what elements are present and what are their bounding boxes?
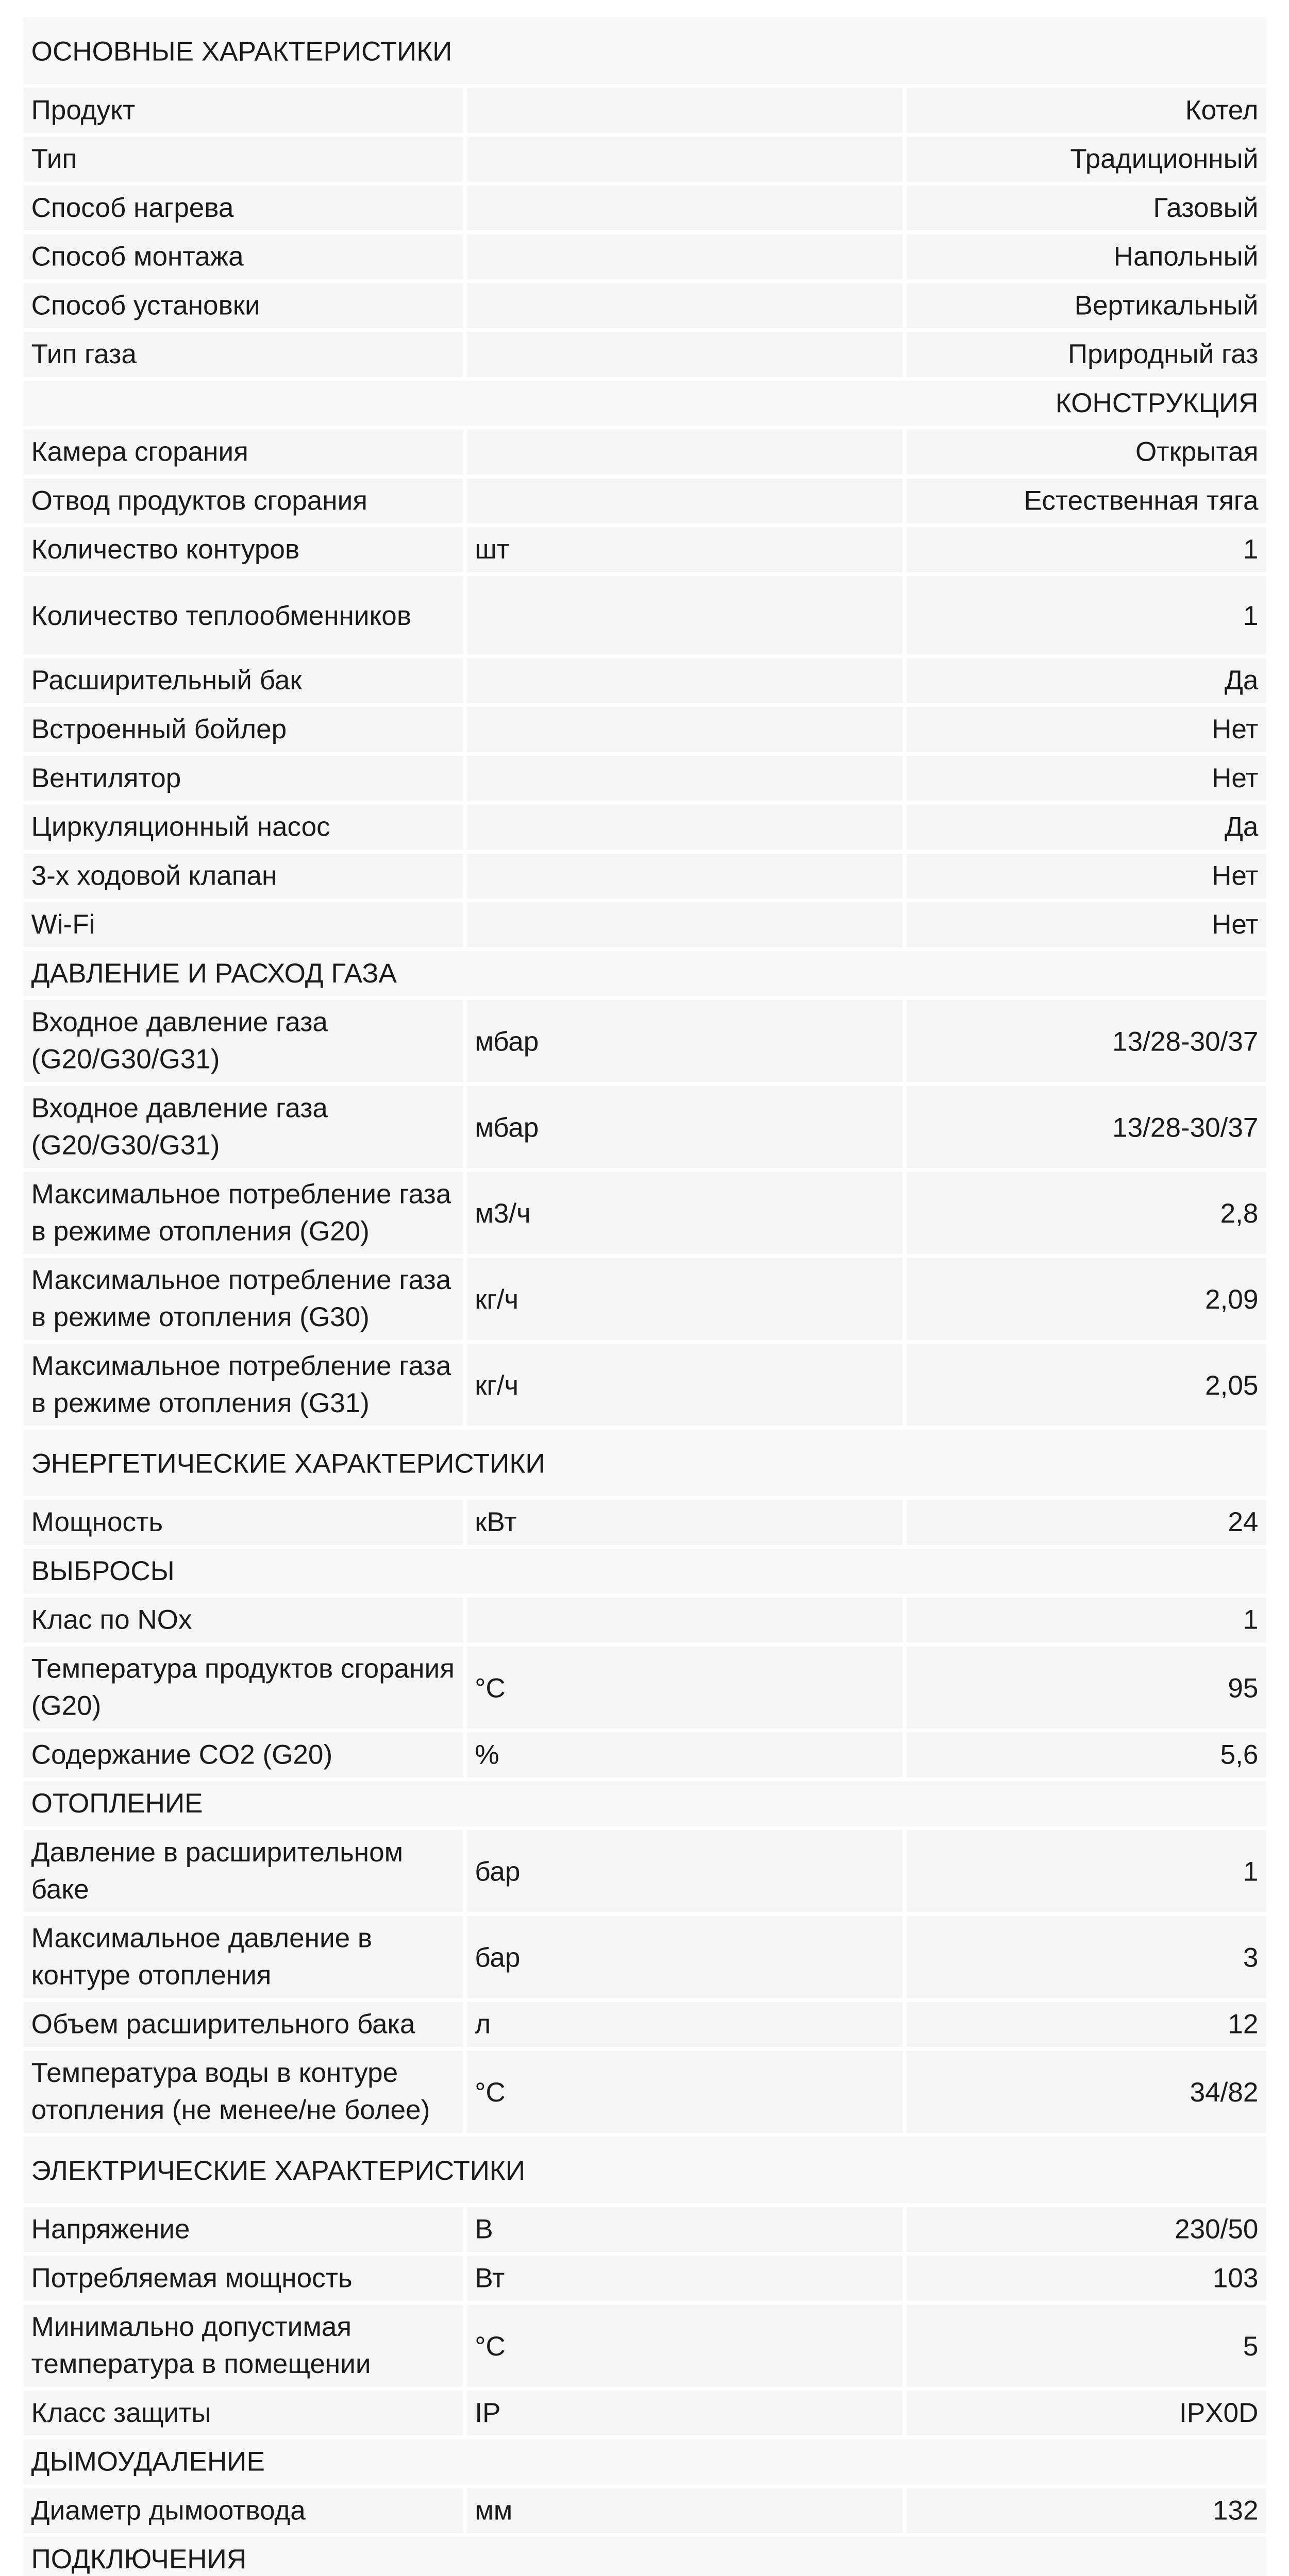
spec-table-body bbox=[23, 18, 1266, 2576]
spec-value: 1 bbox=[907, 1830, 1266, 1912]
spec-value: Нет bbox=[907, 707, 1266, 752]
spec-name: Входное давление газа (G20/G30/G31) bbox=[23, 1000, 467, 1082]
spec-value: Да bbox=[907, 805, 1266, 850]
section-header bbox=[23, 18, 1266, 84]
spec-unit bbox=[467, 658, 907, 703]
spec-unit bbox=[467, 137, 907, 181]
spec-unit: л bbox=[467, 2002, 907, 2047]
spec-name: Количество теплообменников bbox=[23, 576, 467, 654]
spec-unit: % bbox=[467, 1733, 907, 1777]
spec-name: Максимальное потребление газа в режиме отопления (G30) bbox=[23, 1258, 467, 1340]
section-title: ЭНЕРГЕТИЧЕСКИЕ ХАРАКТЕРИСТИКИ bbox=[23, 1430, 1266, 1496]
spec-row bbox=[23, 1647, 1266, 1728]
spec-name: Содержание CO2 (G20) bbox=[23, 1733, 467, 1777]
section-title: КОНСТРУКЦИЯ bbox=[23, 381, 1266, 426]
spec-name: Давление в расширительном баке bbox=[23, 1830, 467, 1912]
spec-name: Wi-Fi bbox=[23, 902, 467, 947]
section-title: ПОДКЛЮЧЕНИЯ bbox=[23, 2537, 1266, 2576]
spec-name: Температура воды в контуре отопления (не менее/не более) bbox=[23, 2051, 467, 2133]
spec-value: 12 bbox=[907, 2002, 1266, 2047]
spec-name: Клас по NOx bbox=[23, 1598, 467, 1642]
spec-value: 2,05 bbox=[907, 1344, 1266, 1426]
spec-name: Способ нагрева bbox=[23, 185, 467, 230]
spec-unit bbox=[467, 805, 907, 850]
spec-row bbox=[23, 576, 1266, 654]
spec-name: Тип газа bbox=[23, 332, 467, 377]
section-title: ДАВЛЕНИЕ И РАСХОД ГАЗА bbox=[23, 951, 1266, 996]
spec-unit bbox=[467, 707, 907, 752]
section-header bbox=[23, 2537, 1266, 2576]
spec-value: Нет bbox=[907, 854, 1266, 899]
spec-name: Максимальное потребление газа в режиме отопления (G20) bbox=[23, 1172, 467, 1254]
spec-value: Традиционный bbox=[907, 137, 1266, 181]
spec-value: 13/28-30/37 bbox=[907, 1086, 1266, 1168]
spec-name: Класс защиты bbox=[23, 2391, 467, 2435]
spec-name: Отвод продуктов сгорания bbox=[23, 479, 467, 523]
spec-unit: Вт bbox=[467, 2256, 907, 2301]
spec-unit: °C bbox=[467, 1647, 907, 1728]
spec-value: 2,09 bbox=[907, 1258, 1266, 1340]
spec-value: 2,8 bbox=[907, 1172, 1266, 1254]
section-header bbox=[23, 951, 1266, 996]
spec-value: 1 bbox=[907, 1598, 1266, 1642]
spec-name: Расширительный бак bbox=[23, 658, 467, 703]
spec-row bbox=[23, 479, 1266, 523]
spec-value: 230/50 bbox=[907, 2207, 1266, 2252]
spec-name: Камера сгорания bbox=[23, 430, 467, 474]
spec-unit: мбар bbox=[467, 1000, 907, 1082]
spec-name: Диаметр дымоотвода bbox=[23, 2488, 467, 2533]
spec-row bbox=[23, 1598, 1266, 1642]
spec-row bbox=[23, 756, 1266, 801]
spec-row bbox=[23, 658, 1266, 703]
spec-value: 1 bbox=[907, 576, 1266, 654]
spec-value: Природный газ bbox=[907, 332, 1266, 377]
spec-row bbox=[23, 1733, 1266, 1777]
spec-row bbox=[23, 234, 1266, 279]
spec-value: Открытая bbox=[907, 430, 1266, 474]
spec-row bbox=[23, 2002, 1266, 2047]
spec-unit: шт bbox=[467, 528, 907, 572]
spec-name: Максимальное потребление газа в режиме отопления (G31) bbox=[23, 1344, 467, 1426]
spec-value: IPX0D bbox=[907, 2391, 1266, 2435]
spec-name: Количество контуров bbox=[23, 528, 467, 572]
spec-value: 95 bbox=[907, 1647, 1266, 1728]
spec-unit: IP bbox=[467, 2391, 907, 2435]
spec-value: 5 bbox=[907, 2304, 1266, 2386]
spec-row bbox=[23, 854, 1266, 899]
spec-value: 1 bbox=[907, 528, 1266, 572]
section-title: ЭЛЕКТРИЧЕСКИЕ ХАРАКТЕРИСТИКИ bbox=[23, 2137, 1266, 2203]
spec-unit: В bbox=[467, 2207, 907, 2252]
spec-name: Способ установки bbox=[23, 283, 467, 328]
spec-row bbox=[23, 2051, 1266, 2133]
spec-name: Тип bbox=[23, 137, 467, 181]
spec-unit: м3/ч bbox=[467, 1172, 907, 1254]
spec-name: Продукт bbox=[23, 88, 467, 133]
spec-name: Мощность bbox=[23, 1500, 467, 1545]
spec-row bbox=[23, 528, 1266, 572]
spec-row bbox=[23, 1500, 1266, 1545]
spec-value: 5,6 bbox=[907, 1733, 1266, 1777]
spec-unit: бар bbox=[467, 1916, 907, 1998]
spec-unit: кг/ч bbox=[467, 1344, 907, 1426]
spec-unit bbox=[467, 576, 907, 654]
section-title: ДЫМОУДАЛЕНИЕ bbox=[23, 2439, 1266, 2484]
spec-unit bbox=[467, 185, 907, 230]
spec-row bbox=[23, 2488, 1266, 2533]
spec-name: Напряжение bbox=[23, 2207, 467, 2252]
spec-row bbox=[23, 283, 1266, 328]
spec-name: Минимально допустимая температура в помещении bbox=[23, 2304, 467, 2386]
spec-unit bbox=[467, 332, 907, 377]
spec-row bbox=[23, 707, 1266, 752]
spec-row bbox=[23, 1258, 1266, 1340]
spec-name: Объем расширительного бака bbox=[23, 2002, 467, 2047]
spec-name: Максимальное давление в контуре отопления bbox=[23, 1916, 467, 1998]
spec-unit bbox=[467, 1598, 907, 1642]
spec-value: 132 bbox=[907, 2488, 1266, 2533]
spec-row bbox=[23, 1344, 1266, 1426]
spec-name: Потребляемая мощность bbox=[23, 2256, 467, 2301]
spec-unit bbox=[467, 902, 907, 947]
spec-unit bbox=[467, 283, 907, 328]
spec-value: 103 bbox=[907, 2256, 1266, 2301]
spec-name: Вентилятор bbox=[23, 756, 467, 801]
spec-row bbox=[23, 2207, 1266, 2252]
section-title: ОСНОВНЫЕ ХАРАКТЕРИСТИКИ bbox=[23, 18, 1266, 84]
spec-row bbox=[23, 137, 1266, 181]
spec-value: Да bbox=[907, 658, 1266, 703]
spec-row bbox=[23, 1172, 1266, 1254]
spec-value: Котел bbox=[907, 88, 1266, 133]
spec-row bbox=[23, 805, 1266, 850]
spec-name: Способ монтажа bbox=[23, 234, 467, 279]
section-header bbox=[23, 2137, 1266, 2203]
spec-row bbox=[23, 1086, 1266, 1168]
section-header bbox=[23, 1430, 1266, 1496]
spec-unit bbox=[467, 88, 907, 133]
spec-row bbox=[23, 902, 1266, 947]
spec-name: Температура продуктов сгорания (G20) bbox=[23, 1647, 467, 1728]
spec-row bbox=[23, 88, 1266, 133]
spec-table bbox=[23, 14, 1266, 2576]
section-header bbox=[23, 1549, 1266, 1594]
spec-value: 24 bbox=[907, 1500, 1266, 1545]
spec-row bbox=[23, 1916, 1266, 1998]
spec-value: Напольный bbox=[907, 234, 1266, 279]
spec-value: 13/28-30/37 bbox=[907, 1000, 1266, 1082]
spec-name: Входное давление газа (G20/G30/G31) bbox=[23, 1086, 467, 1168]
spec-row bbox=[23, 332, 1266, 377]
section-title: ВЫБРОСЫ bbox=[23, 1549, 1266, 1594]
spec-value: Нет bbox=[907, 902, 1266, 947]
spec-value: Вертикальный bbox=[907, 283, 1266, 328]
spec-unit: мбар bbox=[467, 1086, 907, 1168]
spec-unit: мм bbox=[467, 2488, 907, 2533]
spec-value: Газовый bbox=[907, 185, 1266, 230]
section-title: ОТОПЛЕНИЕ bbox=[23, 1781, 1266, 1826]
spec-unit: бар bbox=[467, 1830, 907, 1912]
spec-row bbox=[23, 430, 1266, 474]
spec-row bbox=[23, 2391, 1266, 2435]
spec-value: 34/82 bbox=[907, 2051, 1266, 2133]
spec-name: Циркуляционный насос bbox=[23, 805, 467, 850]
spec-value: Естественная тяга bbox=[907, 479, 1266, 523]
spec-unit: °C bbox=[467, 2304, 907, 2386]
spec-value: Нет bbox=[907, 756, 1266, 801]
section-header bbox=[23, 2439, 1266, 2484]
spec-row bbox=[23, 1830, 1266, 1912]
spec-unit bbox=[467, 756, 907, 801]
spec-row bbox=[23, 2304, 1266, 2386]
spec-unit: °C bbox=[467, 2051, 907, 2133]
spec-unit: кВт bbox=[467, 1500, 907, 1545]
spec-unit bbox=[467, 854, 907, 899]
spec-name: 3-х ходовой клапан bbox=[23, 854, 467, 899]
spec-row bbox=[23, 2256, 1266, 2301]
spec-unit bbox=[467, 430, 907, 474]
spec-unit bbox=[467, 479, 907, 523]
spec-row bbox=[23, 1000, 1266, 1082]
section-header bbox=[23, 1781, 1266, 1826]
spec-value: 3 bbox=[907, 1916, 1266, 1998]
spec-unit bbox=[467, 234, 907, 279]
spec-row bbox=[23, 185, 1266, 230]
section-header bbox=[23, 381, 1266, 426]
spec-unit: кг/ч bbox=[467, 1258, 907, 1340]
spec-name: Встроенный бойлер bbox=[23, 707, 467, 752]
